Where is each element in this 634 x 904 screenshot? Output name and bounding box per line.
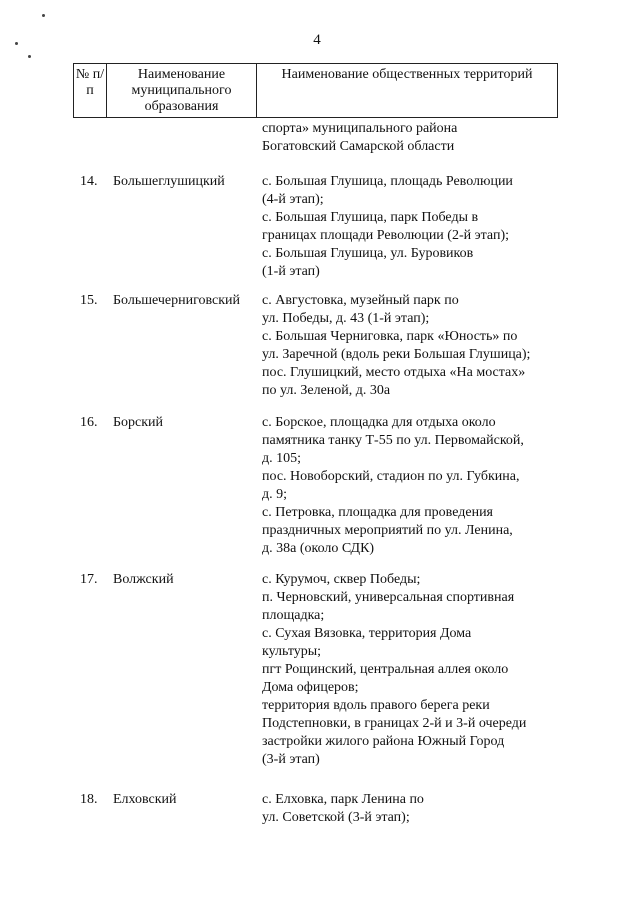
text-line: спорта» муниципального района — [262, 121, 458, 136]
text-line: с. Августовка, музейный парк по — [262, 293, 459, 308]
municipality-name: Большечерниговский — [113, 293, 241, 308]
text-line: Богатовский Самарской области — [262, 139, 455, 154]
page-number: 4 — [313, 32, 321, 48]
text-line: с. Большая Глушица, ул. Буровиков — [262, 246, 474, 261]
text-line: пос. Глушицкий, место отдыха «На мостах» — [262, 365, 526, 380]
scan-speck — [15, 42, 18, 45]
table-header — [73, 63, 558, 118]
text-line: д. 38а (около СДК) — [262, 541, 375, 556]
municipality-name: Волжский — [113, 572, 174, 587]
text-line: ул. Победы, д. 43 (1-й этап); — [262, 311, 430, 326]
text-line: с. Петровка, площадка для проведения — [262, 505, 493, 520]
text-line: п. Черновский, универсальная спортивная — [262, 590, 515, 605]
text-line: пгт Рощинский, центральная аллея около — [262, 662, 509, 677]
text-line: Подстепновки, в границах 2-й и 3-й очереди — [262, 716, 527, 731]
header-territories-column: Наименование общественных территорий — [281, 67, 533, 82]
text-line: памятника танку Т-55 по ул. Первомайской, — [262, 433, 524, 448]
text-line: по ул. Зеленой, д. 30а — [262, 383, 391, 398]
text-line: с. Курумоч, сквер Победы; — [262, 572, 421, 587]
text-line: с. Елховка, парк Ленина по — [262, 792, 424, 807]
territories-list — [262, 173, 562, 281]
text-line: с. Большая Глушица, парк Победы в — [262, 210, 479, 225]
text-line: д. 105; — [262, 451, 302, 466]
text-line: с. Большая Черниговка, парк «Юность» по — [262, 329, 518, 344]
text-line: с. Большая Глушица, площадь Революции — [262, 174, 513, 189]
text-line: (4-й этап); — [262, 192, 324, 207]
row-number: 16. — [80, 415, 98, 430]
text-line: с. Борское, площадка для отдыха около — [262, 415, 496, 430]
territories-list — [262, 571, 562, 769]
text-line: ул. Советской (3-й этап); — [262, 810, 410, 825]
text-line: культуры; — [262, 644, 322, 659]
text-line: пос. Новоборский, стадион по ул. Губкина, — [262, 469, 520, 484]
row-number: 15. — [80, 293, 98, 308]
text-line: праздничных мероприятий по ул. Ленина, — [262, 523, 513, 538]
continuation-text — [262, 120, 562, 156]
territories-list — [262, 292, 562, 400]
text-line: (1-й этап) — [262, 264, 320, 279]
text-line: (3-й этап) — [262, 752, 320, 767]
text-line: территория вдоль правого берега реки — [262, 698, 490, 713]
municipality-name: Большеглушицкий — [113, 174, 225, 189]
text-line: с. Сухая Вязовка, территория Дома — [262, 626, 472, 641]
text-line: д. 9; — [262, 487, 288, 502]
municipality-name: Елховский — [113, 792, 177, 807]
row-number: 17. — [80, 572, 98, 587]
territories-list — [262, 414, 562, 558]
scan-speck — [42, 14, 45, 17]
text-line: границах площади Революции (2-й этап); — [262, 228, 509, 243]
text-line: ул. Заречной (вдоль реки Большая Глушица); — [262, 347, 531, 362]
municipality-name: Борский — [113, 415, 164, 430]
header-number-column: № п/п — [74, 64, 107, 117]
text-line: Дома офицеров; — [262, 680, 359, 695]
row-number: 18. — [80, 792, 98, 807]
text-line: площадка; — [262, 608, 325, 623]
scan-speck — [28, 55, 31, 58]
territories-list — [262, 791, 562, 827]
row-number: 14. — [80, 174, 98, 189]
text-line: застройки жилого района Южный Город — [262, 734, 505, 749]
header-municipality-column: Наименование муниципального образования — [107, 64, 257, 117]
